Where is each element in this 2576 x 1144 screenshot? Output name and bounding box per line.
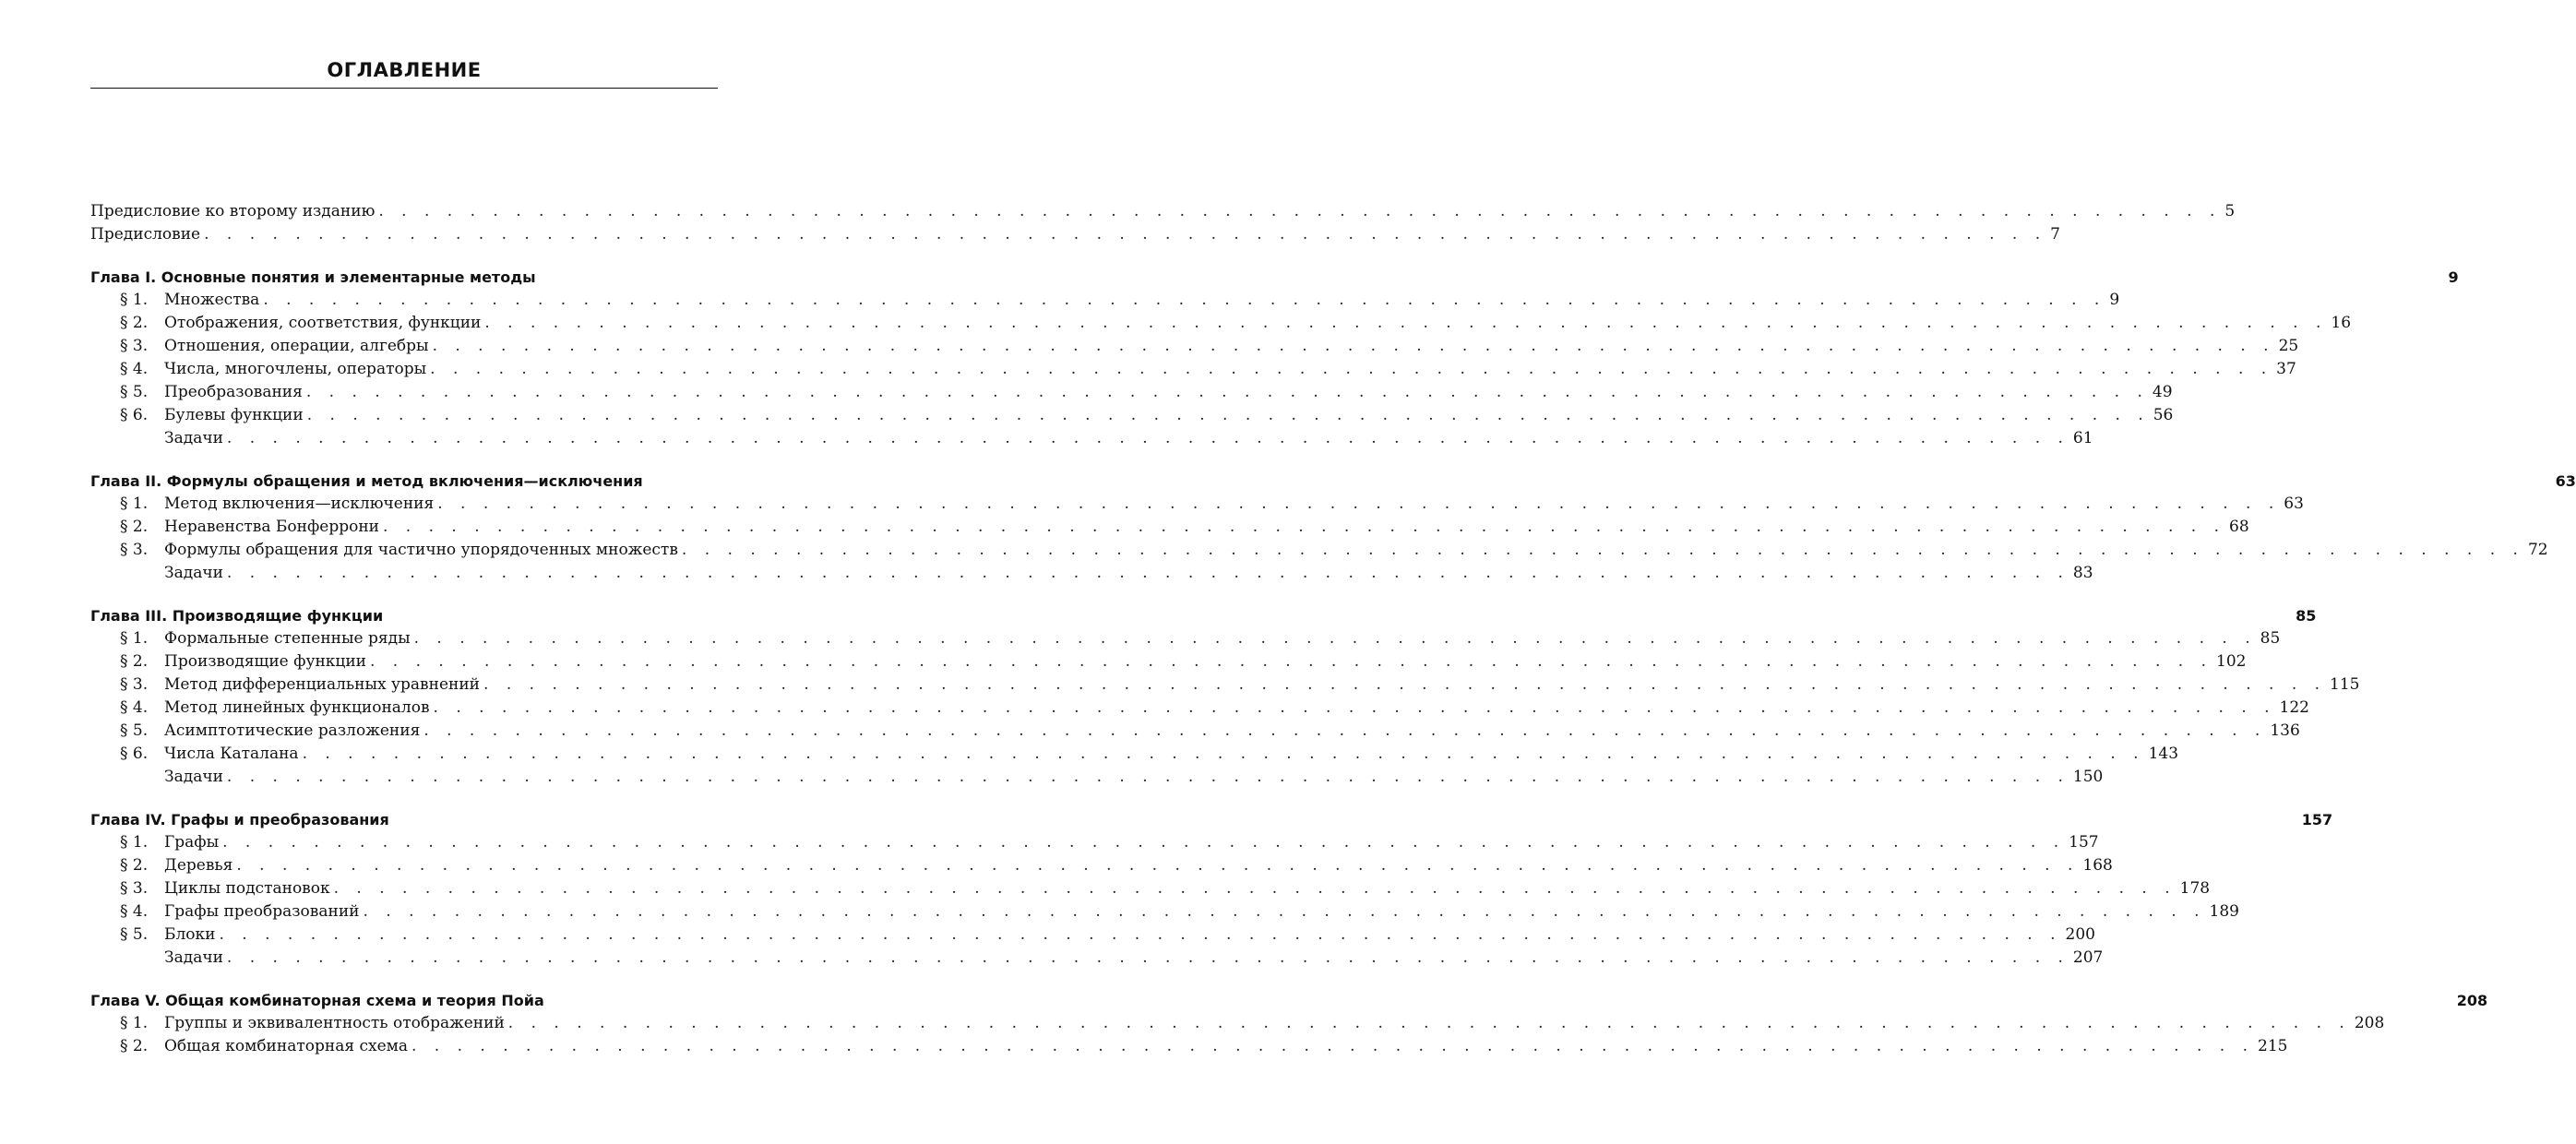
dot-leader (411, 1035, 2254, 1058)
section-entry (90, 1035, 2288, 1058)
entry-label: Задачи (164, 768, 223, 786)
page-number: 207 (2072, 948, 2104, 967)
section-number: § 2. (120, 1037, 149, 1055)
section-entry (90, 697, 2309, 720)
dot-leader (383, 516, 2225, 539)
page-number: 5 (2224, 202, 2236, 220)
entry-label: Задачи (164, 564, 223, 582)
section-entry (90, 831, 2099, 854)
page-number: 150 (2072, 768, 2104, 786)
section-number: § 6. (120, 406, 149, 424)
section-number: § 2. (120, 518, 149, 536)
section-number: § 6. (120, 745, 149, 763)
section-entry (90, 673, 2360, 697)
section-entry (90, 854, 2113, 877)
section-entry (90, 289, 2120, 312)
dot-leader (227, 947, 2069, 970)
section-entry (90, 627, 2281, 650)
section-number: § 3. (120, 675, 149, 694)
section-number: § 1. (120, 833, 149, 852)
entry-label: Отношения, операции, алгебры (164, 337, 429, 355)
section-entry (90, 404, 2174, 427)
dot-leader (306, 381, 2149, 404)
exercises-entry (90, 766, 2104, 789)
dot-leader (303, 743, 2145, 766)
entry-label: Отображения, соответствия, функции (164, 314, 482, 332)
entry-label: Числа Каталана (164, 745, 299, 763)
entry-label: Числа, многочлены, операторы (164, 360, 427, 378)
dot-leader (263, 289, 2105, 312)
section-number: § 2. (120, 652, 149, 671)
page-number: 215 (2258, 1037, 2288, 1055)
dot-leader (414, 627, 2257, 650)
exercises-entry (90, 562, 2093, 585)
section-number: § 5. (120, 721, 149, 740)
section-number: § 4. (120, 360, 149, 378)
dot-leader (434, 697, 2276, 720)
section-entry (90, 877, 2211, 900)
dot-leader (236, 854, 2079, 877)
section-entry (90, 900, 2239, 924)
page-number: 168 (2082, 856, 2113, 875)
page-number: 63 (2555, 472, 2576, 490)
entry-label: Производящие функции (164, 652, 366, 671)
section-entry (90, 358, 2296, 381)
page-number: 200 (2065, 925, 2095, 944)
dot-leader (484, 312, 2327, 335)
entry-label: Формулы обращения для частично упорядоченных множеств (164, 541, 678, 559)
page-number: 143 (2148, 745, 2179, 763)
section-number: § 4. (120, 902, 149, 921)
entry-label: Предисловие (90, 225, 201, 244)
page-number: 9 (2448, 268, 2459, 286)
page-number: 56 (2153, 406, 2174, 424)
page-number: 85 (2260, 629, 2281, 648)
section-number: § 1. (120, 629, 149, 648)
section-number: § 2. (120, 314, 149, 332)
chapter-heading (90, 604, 2317, 627)
section-number: § 5. (120, 925, 149, 944)
chapter-heading (90, 989, 2488, 1012)
entry-label: Общая комбинаторная схема (164, 1037, 408, 1055)
section-entry (90, 924, 2095, 947)
page-number: 68 (2229, 518, 2249, 536)
exercises-entry (90, 427, 2093, 450)
entry-label: Глава I. Основные понятия и элементарные методы (90, 268, 536, 286)
entry-label: Формальные степенные ряды (164, 629, 411, 648)
dot-leader (483, 673, 2326, 697)
entry-label: Глава III. Производящие функции (90, 607, 384, 625)
page-number: 178 (2179, 879, 2211, 898)
page-number: 115 (2330, 675, 2360, 694)
page-number: 37 (2276, 360, 2296, 378)
section-number: § 5. (120, 383, 149, 401)
chapter-heading (90, 808, 2333, 831)
section-entry (90, 539, 2548, 562)
chapter-heading (90, 266, 2459, 289)
section-entry (90, 720, 2300, 743)
dot-leader (204, 223, 2046, 246)
front-matter-entry (90, 223, 2060, 246)
dot-leader (433, 335, 2275, 358)
section-entry (90, 650, 2247, 673)
page-number: 25 (2278, 337, 2299, 355)
exercises-entry (90, 947, 2104, 970)
entry-label: Метод линейных функционалов (164, 698, 430, 717)
page-number: 61 (2072, 429, 2093, 447)
section-number: § 3. (120, 541, 149, 559)
section-number: § 1. (120, 1014, 149, 1032)
entry-label: Блоки (164, 925, 216, 944)
page-number: 122 (2279, 698, 2309, 717)
page-number: 9 (2109, 291, 2120, 309)
entry-label: Глава V. Общая комбинаторная схема и теория Пойа (90, 992, 544, 1009)
page-number: 85 (2296, 607, 2317, 625)
entry-label: Неравенства Бонферрони (164, 518, 379, 536)
dot-leader (227, 427, 2069, 450)
entry-label: Глава II. Формулы обращения и метод включения—исключения (90, 472, 643, 490)
page-number: 63 (2284, 495, 2304, 513)
section-entry (90, 335, 2299, 358)
page-number: 83 (2072, 564, 2093, 582)
table-of-contents (90, 200, 2576, 1058)
page-number: 189 (2209, 902, 2239, 921)
entry-label: Задачи (164, 429, 223, 447)
page-number: 7 (2050, 225, 2060, 244)
dot-leader (363, 900, 2205, 924)
dot-leader (219, 924, 2061, 947)
dot-leader (334, 877, 2176, 900)
dot-leader (423, 720, 2266, 743)
section-entry (90, 1012, 2385, 1035)
section-entry (90, 381, 2173, 404)
page-number: 208 (2354, 1014, 2385, 1032)
page-number: 102 (2216, 652, 2247, 671)
dot-leader (227, 562, 2069, 585)
page-number: 72 (2527, 541, 2548, 559)
dot-leader (682, 539, 2524, 562)
entry-label: Группы и эквивалентность отображений (164, 1014, 505, 1032)
entry-label: Булевы функции (164, 406, 304, 424)
entry-label: Множества (164, 291, 260, 309)
dot-leader (437, 493, 2280, 516)
dot-leader (378, 200, 2221, 223)
section-number: § 1. (120, 291, 149, 309)
entry-label: Графы (164, 833, 220, 852)
dot-leader (430, 358, 2272, 381)
dot-leader (222, 831, 2065, 854)
dot-leader (227, 766, 2069, 789)
dot-leader (307, 404, 2150, 427)
section-number: § 2. (120, 856, 149, 875)
dot-leader (370, 650, 2212, 673)
page-number: 49 (2152, 383, 2173, 401)
page-number: 208 (2456, 992, 2488, 1009)
entry-label: Циклы подстановок (164, 879, 330, 898)
entry-label: Метод дифференциальных уравнений (164, 675, 481, 694)
entry-label: Глава IV. Графы и преобразования (90, 811, 389, 828)
section-entry (90, 743, 2179, 766)
section-number: § 1. (120, 495, 149, 513)
page-title: ОГЛАВЛЕНИЕ (327, 59, 482, 81)
entry-label: Метод включения—исключения (164, 495, 435, 513)
entry-label: Деревья (164, 856, 233, 875)
title-rule (90, 88, 718, 89)
chapter-heading (90, 470, 2576, 493)
entry-label: Асимптотические разложения (164, 721, 421, 740)
page-number: 157 (2301, 811, 2333, 828)
section-entry (90, 312, 2352, 335)
section-number: § 3. (120, 337, 149, 355)
entry-label: Графы преобразований (164, 902, 360, 921)
dot-leader (508, 1012, 2351, 1035)
front-matter-entry (90, 200, 2236, 223)
entry-label: Задачи (164, 948, 223, 967)
page-number: 157 (2069, 833, 2099, 852)
page-number: 16 (2331, 314, 2352, 332)
section-entry (90, 516, 2249, 539)
entry-label: Преобразования (164, 383, 303, 401)
section-entry (90, 493, 2304, 516)
page-number: 136 (2270, 721, 2300, 740)
section-number: § 3. (120, 879, 149, 898)
section-number: § 4. (120, 698, 149, 717)
entry-label: Предисловие ко второму изданию (90, 202, 376, 220)
